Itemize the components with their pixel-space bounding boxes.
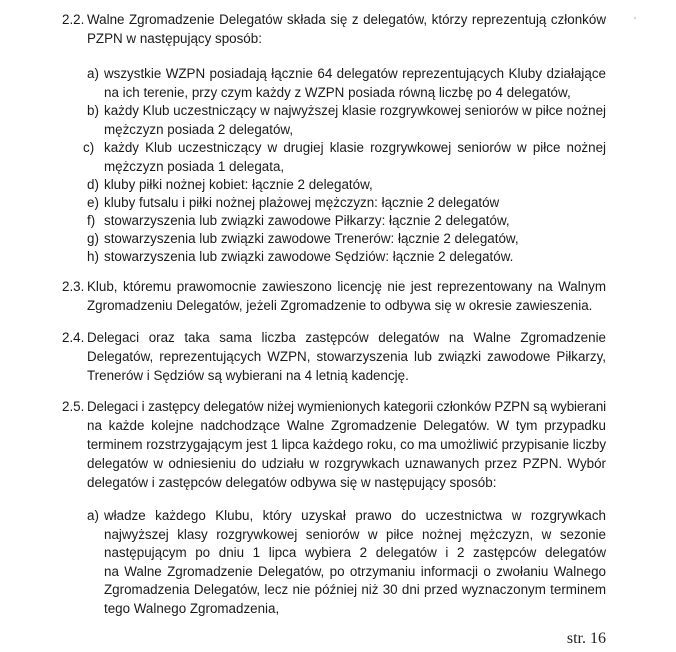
section-2-2	[62, 10, 606, 48]
section-line: Walne Zgromadzenie Delegatów składa się z delegatów, którzy reprezentują członków	[87, 12, 606, 27]
list-item-2-2-a	[87, 65, 606, 102]
section-number: 2.3.	[62, 279, 85, 294]
page-number: str. 16	[566, 630, 606, 647]
section-line: Delegaci oraz taka sama liczba zastępców delegatów na Walne Zgromadzenie	[87, 330, 606, 345]
list-item-2-2-f	[87, 212, 606, 231]
section-line: na każde kolejne nadchodzące Walne Zgromadzenie Delegatów. W tym przypadku	[87, 418, 606, 433]
list-item-line: kluby futsalu i piłki nożnej plażowej mężczyzn: łącznie 2 delegatów	[104, 195, 500, 210]
section-2-4	[62, 328, 606, 385]
list-item-label: d)	[87, 177, 99, 192]
list-item-2-2-d	[87, 176, 606, 195]
list-item-label: a)	[87, 66, 99, 81]
list-item-line: następującym po dniu 1 lipca wybiera 2 delegatów i 2 zastępców delegatów	[104, 545, 606, 560]
list-item-line: mężczyzn posiada 2 delegatów,	[104, 121, 294, 137]
list-item-label: e)	[87, 195, 99, 210]
section-2-5	[62, 397, 606, 492]
list-item-line: tego Walnego Zgromadzenia,	[104, 600, 280, 616]
list-item-2-2-b	[87, 102, 606, 139]
section-line: Zgromadzeniu Delegatów, jeżeli Zgromadzenie to odbywa się w okresie zawieszenia.	[87, 298, 593, 313]
list-item-2-2-h	[87, 248, 606, 267]
list-item-line: na Walne Zgromadzenie Delegatów, po otrzymaniu informacji o zwołaniu Walnego	[104, 563, 606, 579]
section-line: delegatów w odniesieniu do udziału w rozgrywkach uznawanych przez PZPN. Wybór	[87, 456, 606, 471]
list-item-label: a)	[87, 508, 99, 523]
list-item-label: g)	[87, 231, 99, 246]
list-item-line: stowarzyszenia lub związki zawodowe Trenerów: łącznie 2 delegatów,	[104, 231, 519, 246]
list-item-line: wszystkie WZPN posiadają łącznie 64 delegatów reprezentujących Kluby działające	[104, 66, 606, 81]
section-line: Klub, któremu prawomocnie zawieszono licencję nie jest reprezentowany na Walnym	[87, 279, 606, 294]
list-item-2-5-a	[87, 507, 606, 618]
section-line: Trenerów i Sędziów są wybierani na 4 letnią kadencję.	[87, 368, 409, 383]
list-item-line: kluby piłki nożnej kobiet: łącznie 2 delegatów,	[104, 177, 373, 192]
list-item-2-2-e	[87, 194, 606, 213]
list-item-2-2-g	[87, 230, 606, 249]
list-item-label: c)	[83, 140, 95, 155]
list-item-line: Zgromadzenia Delegatów, lecz nie później niż 30 dni przed wyznaczonym terminem	[104, 582, 606, 597]
list-item-line: najwyższej klasy rozgrywkowej seniorów w piłce nożnej mężczyzn, w sezonie	[104, 526, 606, 542]
list-item-2-2-c	[83, 139, 606, 176]
section-line: terminem rozstrzygającym jest 1 lipca każdego roku, co ma umożliwić przypisanie liczby	[87, 437, 606, 452]
list-item-line: stowarzyszenia lub związki zawodowe Sędziów: łącznie 2 delegatów.	[104, 249, 514, 264]
section-2-3	[62, 277, 606, 315]
list-item-line: władze każdego Klubu, który uzyskał prawo do uczestnictwa w rozgrywkach	[104, 508, 606, 523]
list-item-line: na ich terenie, przy czym każdy z WZPN posiada równą liczbę po 4 delegatów,	[104, 84, 571, 100]
section-number: 2.2.	[62, 12, 85, 27]
list-item-line: mężczyzn posiada 1 delegata,	[104, 158, 285, 174]
list-item-label: b)	[87, 103, 99, 118]
section-line: Delegaci i zastępcy delegatów niżej wymienionych kategorii członków PZPN są wybierani	[87, 399, 606, 414]
list-item-line: każdy Klub uczestniczący w drugiej klasie rozgrywkowej seniorów w piłce nożnej	[104, 140, 606, 155]
scan-speck	[634, 17, 636, 19]
list-item-label: h)	[87, 249, 99, 264]
list-item-line: każdy Klub uczestniczący w najwyższej klasie rozgrywkowej seniorów w piłce nożnej	[104, 103, 606, 118]
section-number: 2.5.	[62, 399, 85, 414]
list-item-label: f)	[87, 213, 96, 228]
section-number: 2.4.	[62, 330, 85, 345]
list-item-line: stowarzyszenia lub związki zawodowe Piłkarzy: łącznie 2 delegatów,	[104, 213, 510, 228]
section-line: delegatów i zastępców delegatów odbywa się w następujący sposób:	[87, 475, 497, 490]
section-line: PZPN w następujący sposób:	[87, 31, 262, 46]
section-line: Delegatów, reprezentujących WZPN, stowarzyszenia lub związki zawodowe Piłkarzy,	[87, 349, 606, 364]
